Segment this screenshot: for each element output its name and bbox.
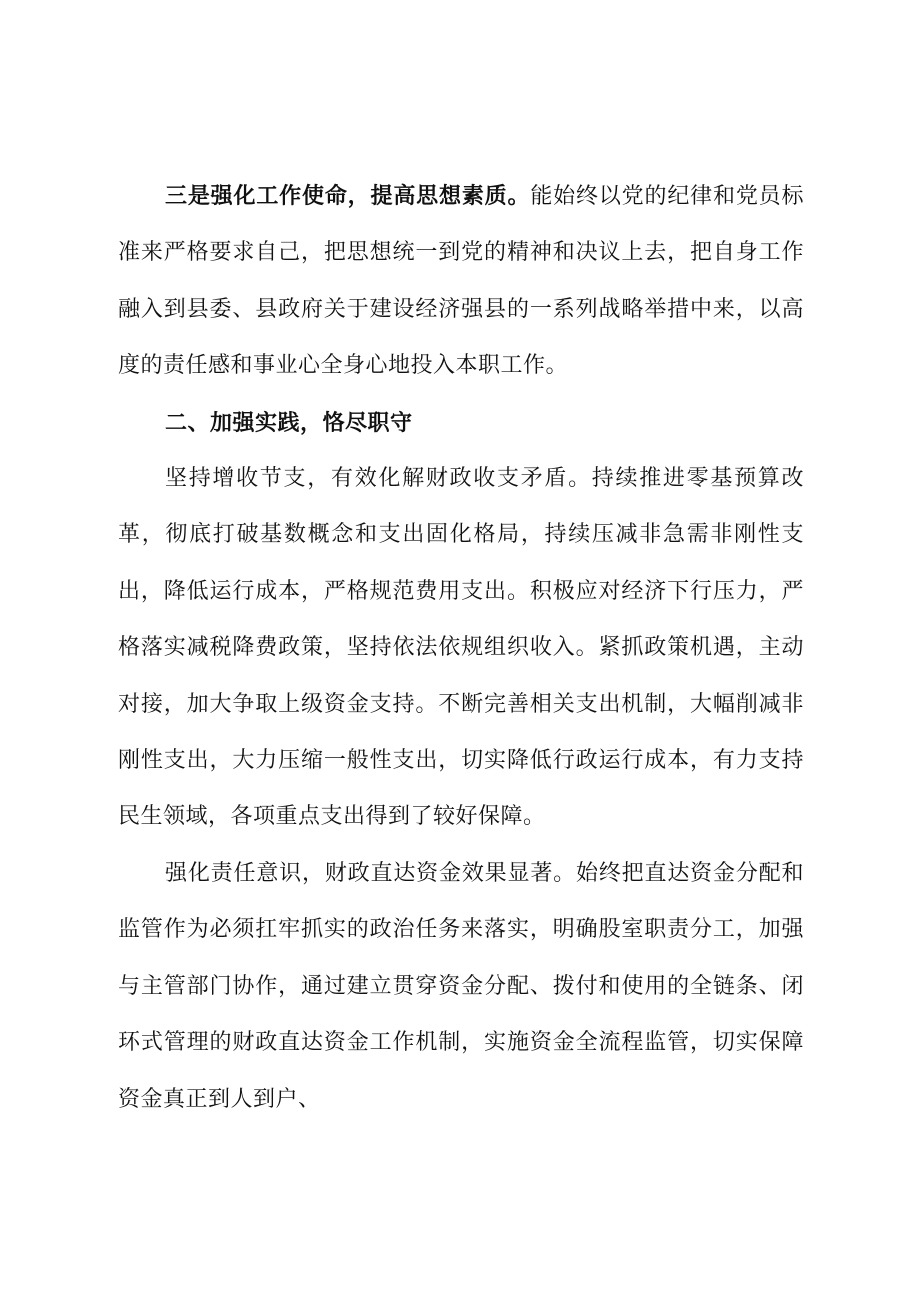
- paragraph-direct-funds: 强化责任意识，财政直达资金效果显著。始终把直达资金分配和监管作为必须扛牢抓实的政治任务来落实，明确股室职责分工，加强与主管部门协作，通过建立贯穿资金分配、拨付和使用的全链条、闭环式管理的财政直达资金工作机制，实施资金全流程监管，切实保障资金真正到人到户、: [118, 860, 804, 1112]
- section-3-lead: 三是强化工作使命，提高思想素质。: [165, 183, 531, 209]
- section-heading-2: 二、加强实践，恪尽职守: [165, 409, 413, 436]
- section-3-body: 能始终以党的纪律和党员标准来严格要求自己，把思想统一到党的精神和决议上去，把自身工作融入到县委、县政府关于建设经济强县的一系列战略举措中来，以高度的责任感和事业心全身心地投入本职工作。: [118, 184, 804, 379]
- paragraph-budget: 坚持增收节支，有效化解财政收支矛盾。持续推进零基预算改革，彻底打破基数概念和支出固化格局，持续压减非急需非刚性支出，降低运行成本，严格规范费用支出。积极应对经济下行压力，严格落实减税降费政策，坚持依法依规组织收入。紧抓政策机遇，主动对接，加大争取上级资金支持。不断完善相关支出机制，大幅削减非刚性支出，大力压缩一般性支出，切实降低行政运行成本，有力支持民生领域，各项重点支出得到了较好保障。: [118, 466, 804, 830]
- paragraph-section-3: [118, 168, 804, 395]
- document-page: [118, 168, 804, 1128]
